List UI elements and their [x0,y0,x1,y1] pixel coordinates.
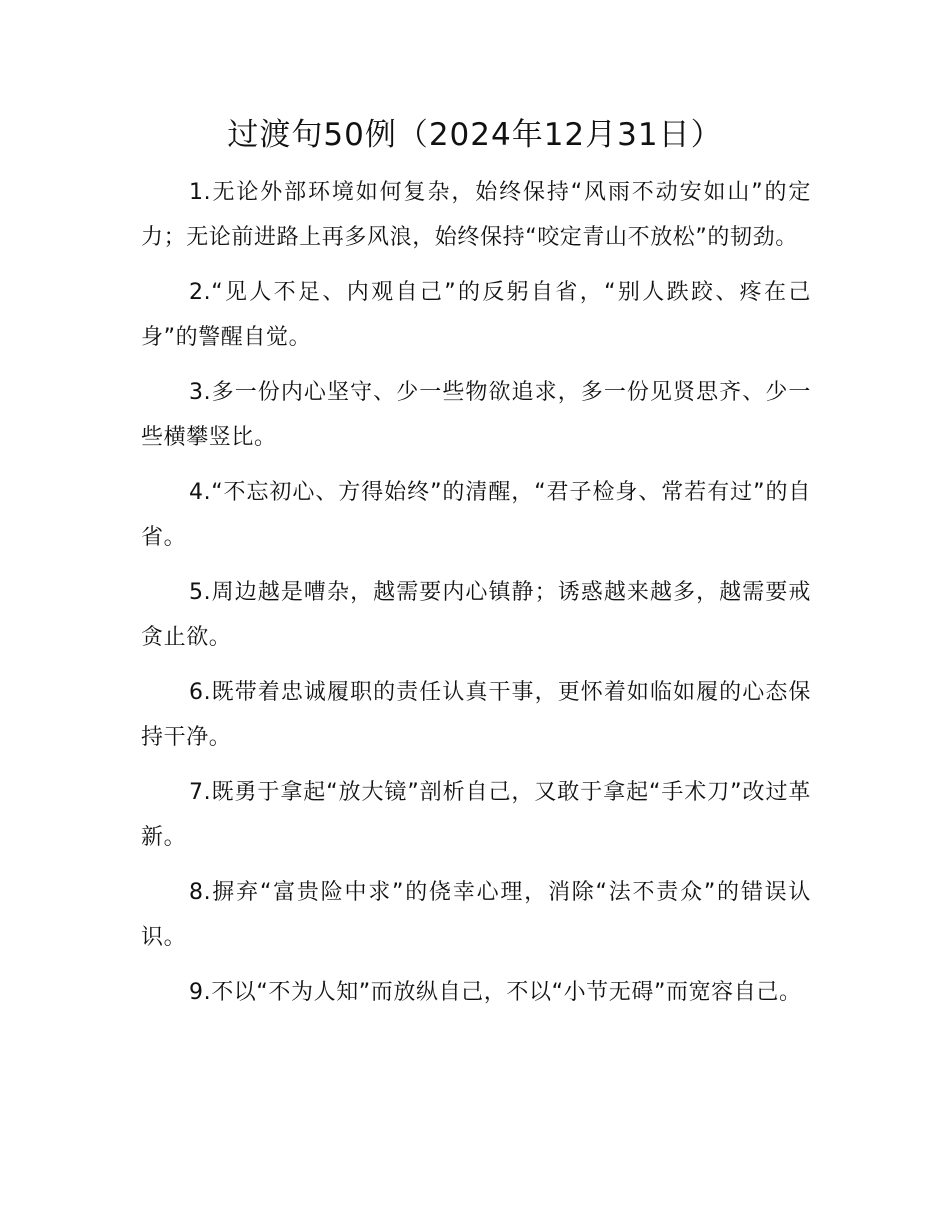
paragraph-2: 2.“见人不足、内观自己”的反躬自省，“别人跌跤、疼在己身”的警醒自觉。 [141,280,811,350]
document-body [141,170,811,1025]
paragraph-9: 9.不以“不为人知”而放纵自己，不以“小节无碍”而宽容自己。 [189,980,802,1005]
paragraph-3: 3.多一份内心坚守、少一些物欲追求，多一份见贤思齐、少一些横攀竖比。 [141,380,811,450]
paragraph-1: 1.无论外部环境如何复杂，始终保持“风雨不动安如山”的定力；无论前进路上再多风浪，始终保持“咬定青山不放松”的韧劲。 [141,180,811,250]
paragraph-6: 6.既带着忠诚履职的责任认真干事，更怀着如临如履的心态保持干净。 [141,680,811,750]
paragraph-7: 7.既勇于拿起“放大镜”剖析自己，又敢于拿起“手术刀”改过革新。 [141,780,811,850]
document-title: 过渡句50例（2024年12月31日） [227,117,723,153]
paragraph-4: 4.“不忘初心、方得始终”的清醒，“君子检身、常若有过”的自省。 [141,480,811,550]
paragraph-5: 5.周边越是嘈杂，越需要内心镇静；诱惑越来越多，越需要戒贪止欲。 [141,580,811,650]
paragraph-8: 8.摒弃“富贵险中求”的侥幸心理，消除“法不责众”的错误认识。 [141,880,811,950]
